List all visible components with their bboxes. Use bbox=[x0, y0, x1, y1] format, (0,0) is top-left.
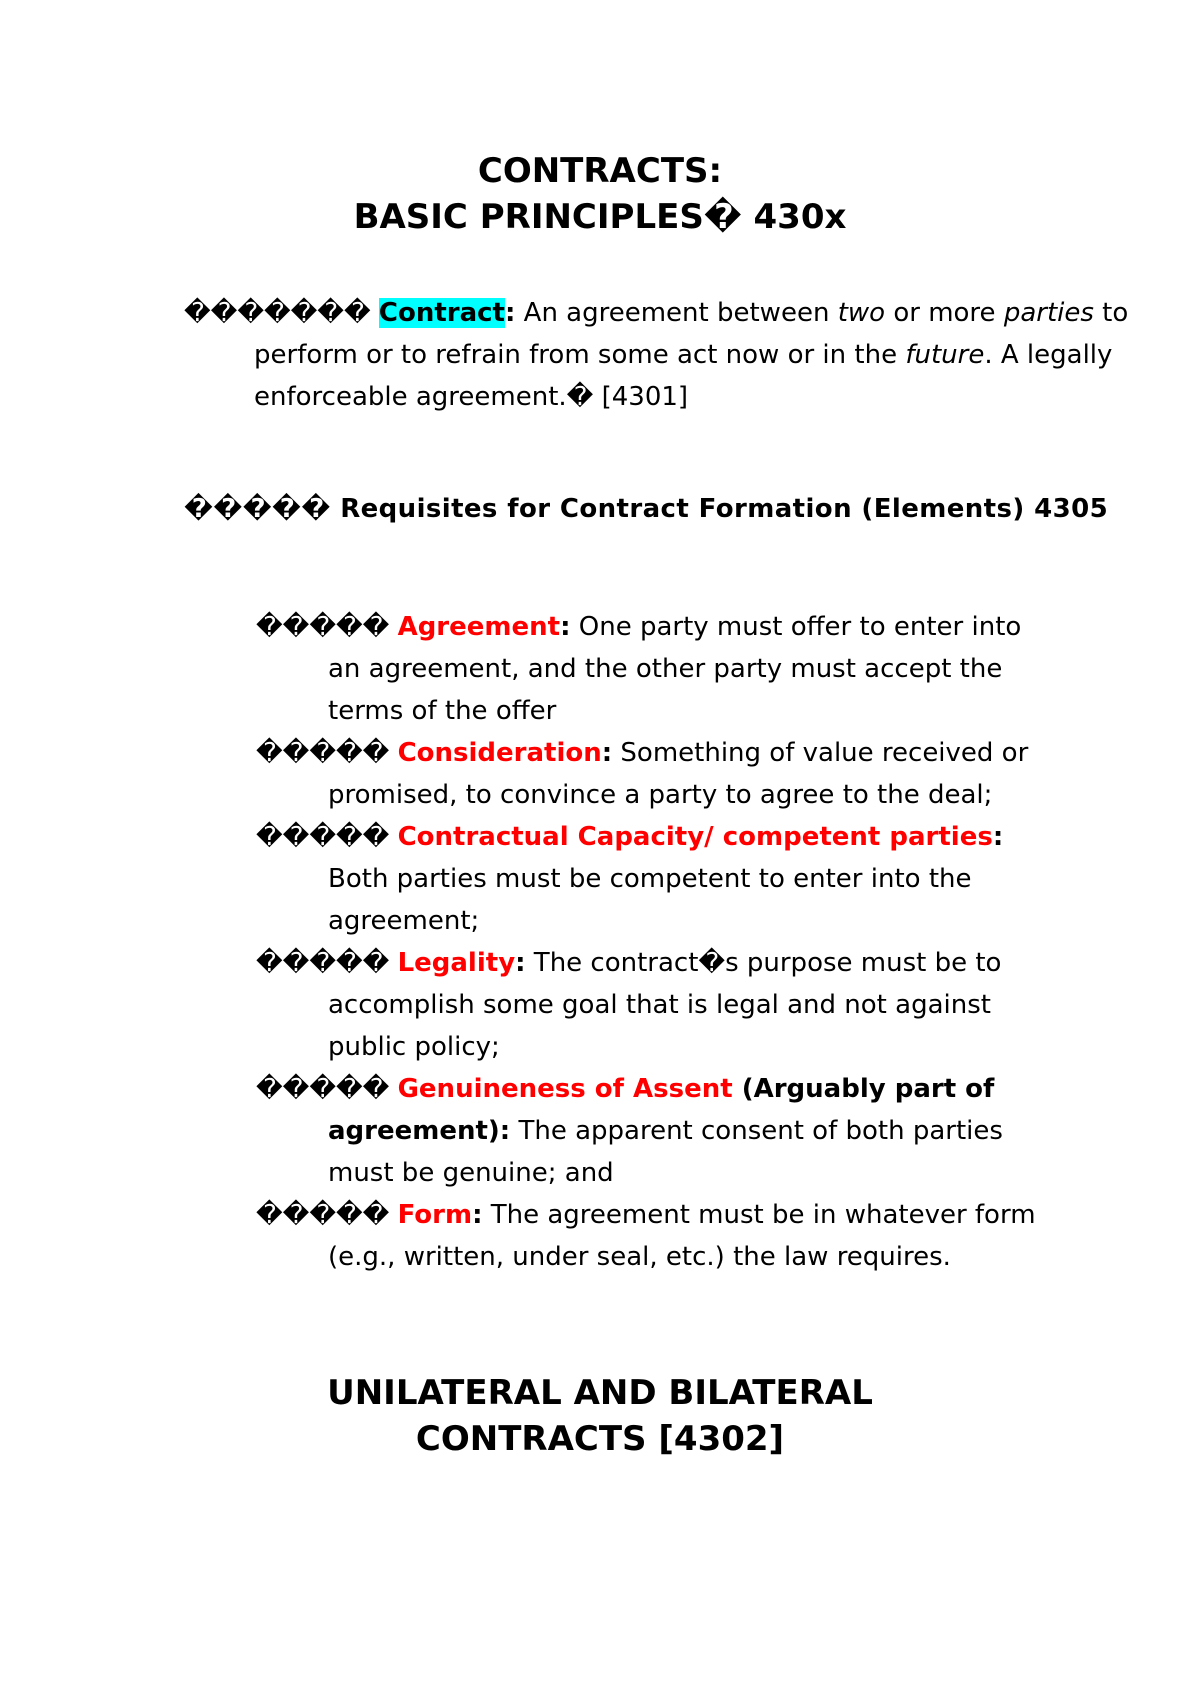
section-heading-line-2: CONTRACTS [4302] bbox=[415, 1419, 785, 1459]
element-text: The agreement must be in whatever form (e.g., written, under seal, etc.) the law requires. bbox=[328, 1200, 1036, 1272]
emphasis-future: future bbox=[905, 340, 985, 370]
list-item-consideration bbox=[256, 732, 1056, 816]
title-line-2: BASIC PRINCIPLES� 430x bbox=[353, 197, 847, 237]
element-text: Something of value received or promised, to convince a party to agree to the deal; bbox=[328, 738, 1029, 810]
list-item-assent bbox=[256, 1068, 1056, 1194]
bullet-glyph: ����� bbox=[256, 1200, 398, 1230]
definition-text: . A legally enforceable agreement.� [4301] bbox=[254, 340, 1113, 412]
element-note: (Arguably part of agreement): bbox=[328, 1074, 995, 1146]
definition-text: to perform or to refrain from some act now or in the bbox=[254, 298, 1129, 370]
title-line-1: CONTRACTS: bbox=[477, 151, 723, 191]
bullet-glyph: ������� bbox=[184, 298, 379, 328]
section-heading bbox=[0, 1370, 1200, 1462]
definition-text: or more bbox=[885, 298, 1004, 328]
element-term: Form bbox=[397, 1200, 473, 1230]
list-item-agreement bbox=[256, 606, 1056, 732]
term-colon: : bbox=[601, 738, 613, 768]
bullet-glyph: ����� bbox=[256, 822, 398, 852]
list-item-capacity bbox=[256, 816, 1056, 942]
term-colon: : bbox=[504, 298, 516, 328]
requisites-heading-text: Requisites for Contract Formation (Elements) 4305 bbox=[340, 494, 1109, 524]
term-colon: : bbox=[472, 1200, 483, 1230]
contract-definition bbox=[184, 292, 1154, 418]
list-item-legality bbox=[256, 942, 1056, 1068]
bullet-glyph: ����� bbox=[256, 1074, 398, 1104]
element-term: Agreement bbox=[397, 612, 561, 642]
section-heading-line-1: UNILATERAL AND BILATERAL bbox=[327, 1373, 873, 1413]
page-title bbox=[0, 148, 1200, 240]
element-term: Contractual Capacity/ competent parties bbox=[397, 822, 993, 852]
term-colon: : bbox=[515, 948, 526, 978]
list-item-form bbox=[256, 1194, 1056, 1278]
definition-text: An agreement between bbox=[515, 298, 838, 328]
emphasis-parties: parties bbox=[1003, 298, 1094, 328]
element-term: Consideration bbox=[397, 738, 602, 768]
requisites-heading bbox=[184, 492, 1154, 526]
emphasis-two: two bbox=[837, 298, 886, 328]
bullet-glyph: ����� bbox=[256, 612, 398, 642]
term-colon: : bbox=[992, 822, 1004, 852]
element-text: Both parties must be competent to enter into the agreement; bbox=[328, 864, 972, 936]
term-colon: : bbox=[560, 612, 571, 642]
bullet-glyph: ����� bbox=[256, 948, 398, 978]
element-term: Genuineness of Assent bbox=[397, 1074, 733, 1104]
element-text: The apparent consent of both parties must be genuine; and bbox=[328, 1116, 1003, 1188]
bullet-glyph: ����� bbox=[184, 494, 341, 524]
element-text: The contract�s purpose must be to accomplish some goal that is legal and not against public policy; bbox=[328, 948, 1002, 1062]
bullet-glyph: ����� bbox=[256, 738, 398, 768]
elements-list bbox=[256, 606, 1056, 1278]
element-text: One party must offer to enter into an agreement, and the other party must accept the terms of the offer bbox=[328, 612, 1022, 726]
element-term: Legality bbox=[397, 948, 516, 978]
contract-term: Contract bbox=[378, 298, 505, 328]
